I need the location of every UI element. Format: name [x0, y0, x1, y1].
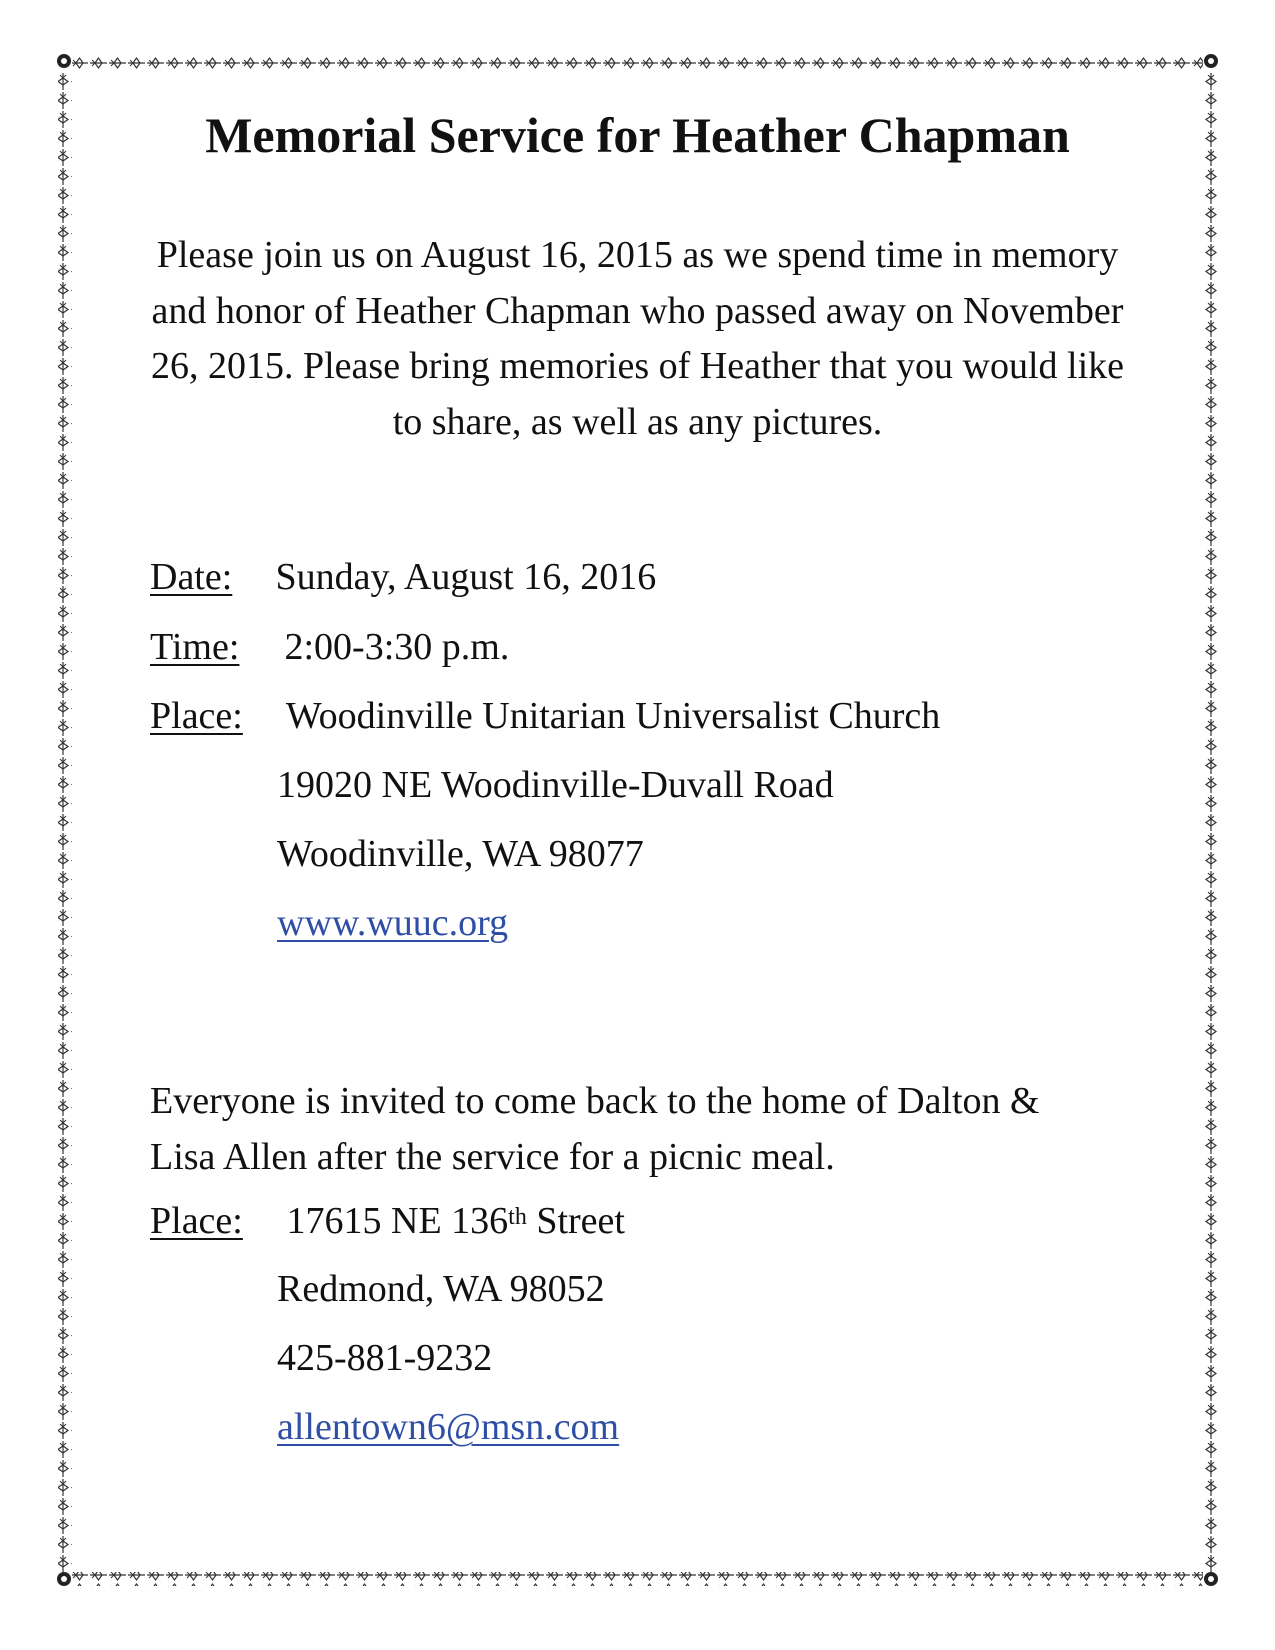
gathering-street — [287, 1200, 625, 1242]
website-link[interactable]: www.wuuc.org — [277, 902, 509, 944]
date-label: Date: — [150, 556, 233, 598]
street-name: Street — [526, 1200, 625, 1242]
place-name: Woodinville Unitarian Universalist Church — [285, 695, 941, 737]
website-row — [277, 900, 508, 946]
phone-number: 425-881-9232 — [277, 1337, 493, 1379]
service-address-line1: 19020 NE Woodinville-Duvall Road — [277, 764, 834, 806]
street-number: 17615 NE 136 — [286, 1200, 509, 1242]
place-label: Place: — [150, 695, 243, 737]
date-row — [150, 554, 656, 600]
street-ordinal-suffix: th — [508, 1204, 527, 1230]
gathering-city-line: Redmond, WA 98052 — [277, 1268, 605, 1310]
email-row — [277, 1404, 619, 1450]
time-row — [150, 624, 509, 670]
place-row — [150, 693, 940, 739]
time-value: 2:00-3:30 p.m. — [284, 626, 510, 668]
email-link[interactable]: allentown6@msn.com — [277, 1406, 620, 1448]
intro-paragraph: Please join us on August 16, 2015 as we spend time in memory and honor of Heather Chapman who passed away on November 26, 2015. Please bring memories of Heather that you would like to share, as well as any pictures. — [150, 234, 1124, 443]
time-label: Time: — [150, 626, 240, 668]
service-address-line2: Woodinville, WA 98077 — [277, 833, 644, 875]
date-value: Sunday, August 16, 2016 — [275, 556, 657, 598]
gathering-place-label: Place: — [150, 1200, 243, 1242]
gathering-invitation: Everyone is invited to come back to the home of Dalton & Lisa Allen after the service for a picnic meal. — [150, 1080, 1040, 1178]
gathering-place-row — [150, 1198, 625, 1244]
page-title: Memorial Service for Heather Chapman — [205, 107, 1070, 163]
